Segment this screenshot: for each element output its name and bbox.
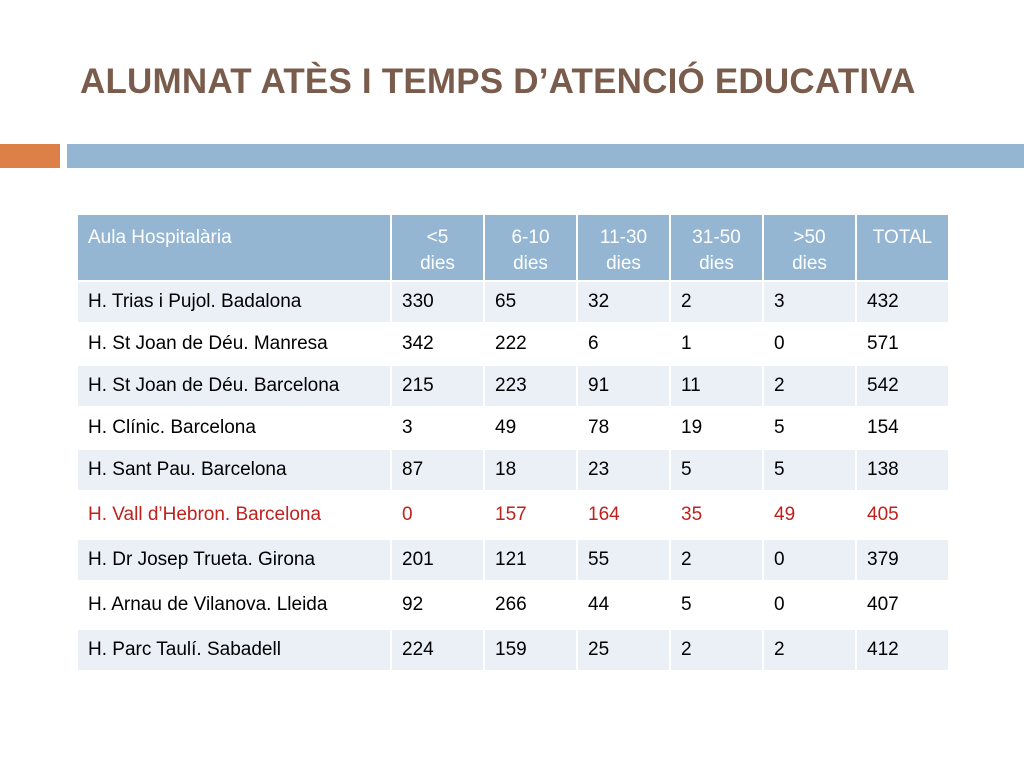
- value-cell: 32: [578, 282, 669, 322]
- value-cell: 0: [392, 492, 483, 538]
- value-cell: 0: [764, 582, 855, 628]
- table-row: [78, 540, 948, 580]
- value-cell: 23: [578, 450, 669, 490]
- header-line: TOTAL: [872, 227, 933, 248]
- header-line: dies: [792, 252, 827, 274]
- header-cell: [392, 215, 483, 280]
- table-row: [78, 366, 948, 406]
- value-cell: 25: [578, 630, 669, 670]
- header-cell: [485, 215, 576, 280]
- header-line: Aula Hospitalària: [88, 227, 232, 248]
- table-row: [78, 324, 948, 364]
- value-cell: 44: [578, 582, 669, 628]
- value-cell: 35: [671, 492, 762, 538]
- value-cell: 2: [671, 282, 762, 322]
- header-cell: [764, 215, 855, 280]
- value-cell: 542: [857, 366, 948, 406]
- value-cell: 92: [392, 582, 483, 628]
- value-cell: 224: [392, 630, 483, 670]
- hospital-name-cell: H. Sant Pau. Barcelona: [78, 450, 390, 490]
- value-cell: 91: [578, 366, 669, 406]
- hospital-name-cell: H. Arnau de Vilanova. Lleida: [78, 582, 390, 628]
- value-cell: 407: [857, 582, 948, 628]
- table-row: [78, 450, 948, 490]
- value-cell: 3: [764, 282, 855, 322]
- value-cell: 11: [671, 366, 762, 406]
- value-cell: 405: [857, 492, 948, 538]
- header-line: >50: [793, 227, 826, 248]
- value-cell: 2: [764, 366, 855, 406]
- hospital-name-cell: H. Parc Taulí. Sabadell: [78, 630, 390, 670]
- value-cell: 379: [857, 540, 948, 580]
- value-cell: 6: [578, 324, 669, 364]
- header-line: dies: [420, 252, 455, 274]
- table-row: [78, 408, 948, 448]
- value-cell: 49: [764, 492, 855, 538]
- value-cell: 154: [857, 408, 948, 448]
- table-row: [78, 492, 948, 538]
- value-cell: 157: [485, 492, 576, 538]
- value-cell: 164: [578, 492, 669, 538]
- header-row: [78, 215, 948, 280]
- value-cell: 3: [392, 408, 483, 448]
- header-line: dies: [699, 252, 734, 274]
- value-cell: 138: [857, 450, 948, 490]
- header-line: dies: [513, 252, 548, 274]
- value-cell: 121: [485, 540, 576, 580]
- value-cell: 55: [578, 540, 669, 580]
- header-cell: [78, 215, 390, 280]
- accent-bar-orange: [0, 144, 60, 168]
- value-cell: 65: [485, 282, 576, 322]
- header-line: 31-50: [692, 227, 741, 248]
- value-cell: 201: [392, 540, 483, 580]
- value-cell: 223: [485, 366, 576, 406]
- value-cell: 2: [671, 540, 762, 580]
- hospital-name-cell: H. St Joan de Déu. Barcelona: [78, 366, 390, 406]
- value-cell: 412: [857, 630, 948, 670]
- header-cell: [857, 215, 948, 280]
- value-cell: 5: [671, 450, 762, 490]
- header-cell: [578, 215, 669, 280]
- table-row: [78, 582, 948, 628]
- value-cell: 19: [671, 408, 762, 448]
- hospital-name-cell: H. Clínic. Barcelona: [78, 408, 390, 448]
- header-line: dies: [606, 252, 641, 274]
- hospital-name-cell: H. Vall d’Hebron. Barcelona: [78, 492, 390, 538]
- value-cell: 0: [764, 324, 855, 364]
- value-cell: 330: [392, 282, 483, 322]
- value-cell: 266: [485, 582, 576, 628]
- hospital-table: [76, 213, 950, 672]
- value-cell: 159: [485, 630, 576, 670]
- hospital-name-cell: H. St Joan de Déu. Manresa: [78, 324, 390, 364]
- slide-title: ALUMNAT ATÈS I TEMPS D’ATENCIÓ EDUCATIVA: [80, 62, 916, 101]
- value-cell: 0: [764, 540, 855, 580]
- value-cell: 18: [485, 450, 576, 490]
- value-cell: 1: [671, 324, 762, 364]
- hospital-name-cell: H. Dr Josep Trueta. Girona: [78, 540, 390, 580]
- value-cell: 5: [764, 450, 855, 490]
- value-cell: 5: [764, 408, 855, 448]
- value-cell: 571: [857, 324, 948, 364]
- header-line: <5: [426, 227, 449, 248]
- value-cell: 87: [392, 450, 483, 490]
- value-cell: 342: [392, 324, 483, 364]
- value-cell: 432: [857, 282, 948, 322]
- value-cell: 5: [671, 582, 762, 628]
- value-cell: 78: [578, 408, 669, 448]
- table-row: [78, 282, 948, 322]
- value-cell: 49: [485, 408, 576, 448]
- value-cell: 222: [485, 324, 576, 364]
- value-cell: 215: [392, 366, 483, 406]
- accent-bar-blue: [67, 144, 1024, 168]
- header-line: 6-10: [511, 227, 550, 248]
- hospital-name-cell: H. Trias i Pujol. Badalona: [78, 282, 390, 322]
- header-cell: [671, 215, 762, 280]
- table-row: [78, 630, 948, 670]
- value-cell: 2: [764, 630, 855, 670]
- value-cell: 2: [671, 630, 762, 670]
- header-line: 11-30: [599, 227, 648, 248]
